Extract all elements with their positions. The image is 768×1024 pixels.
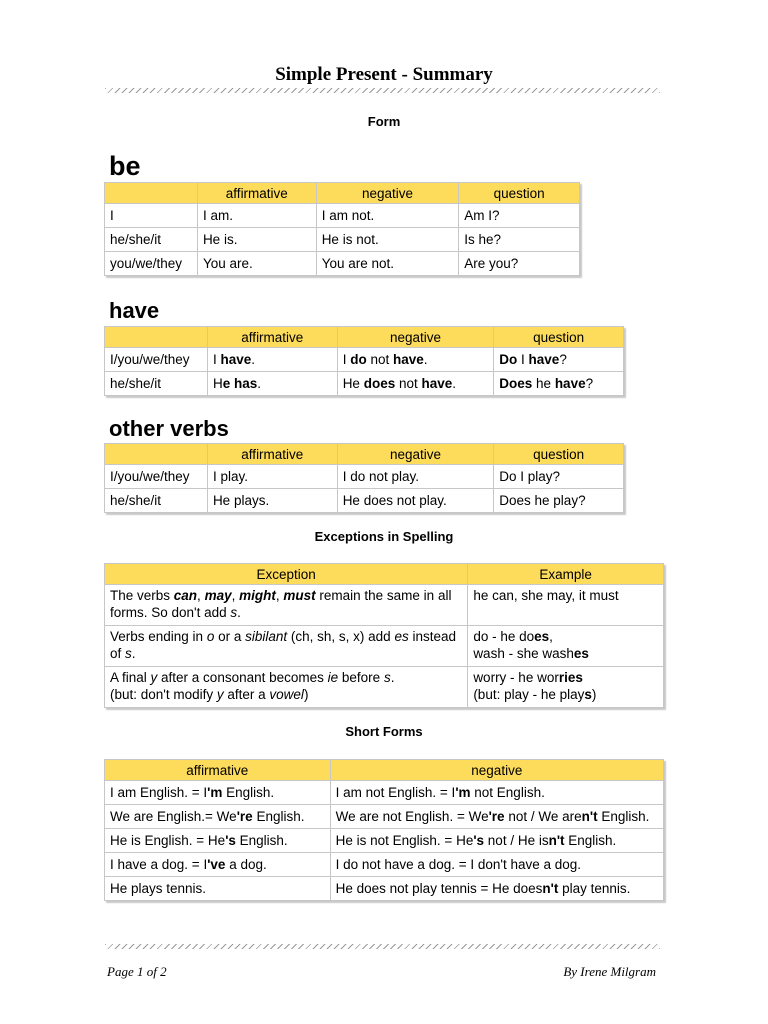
table-cell: Do I have? (494, 348, 624, 372)
table-cell: Do I play? (494, 465, 624, 489)
table-cell: I am. (197, 204, 316, 228)
table-cell: A final y after a consonant becomes ie before s. (but: don't modify y after a vowel) (105, 667, 468, 708)
table-cell: I do not play. (337, 465, 494, 489)
page-title: Simple Present - Summary (275, 64, 493, 85)
table-cell: I do not have a dog. = I don't have a dog. (330, 853, 663, 877)
bottom-divider (105, 944, 660, 949)
table-cell: he can, she may, it must (468, 585, 664, 626)
table-cell: He is not. (316, 228, 459, 252)
other-header-row (105, 444, 624, 465)
table-row (105, 204, 580, 228)
have-column-header: affirmative (207, 327, 337, 348)
have-table (104, 326, 624, 396)
be-header-row (105, 183, 580, 204)
table-cell: I/you/we/they (105, 348, 208, 372)
be-column-header (105, 183, 198, 204)
table-cell: The verbs can, may, might, must remain the same in all forms. So don't add s. (105, 585, 468, 626)
table-row (105, 829, 664, 853)
have-header-row (105, 327, 624, 348)
have-heading: have (109, 298, 160, 323)
short-column-header: negative (330, 760, 663, 781)
table-cell: I have a dog. = I've a dog. (105, 853, 331, 877)
table-row (105, 228, 580, 252)
page-number: Page 1 of 2 (107, 964, 167, 979)
table-row (105, 853, 664, 877)
table-cell: Are you? (459, 252, 580, 276)
table-row (105, 805, 664, 829)
be-column-header: question (459, 183, 580, 204)
have-column-header: question (494, 327, 624, 348)
table-cell: I am not. (316, 204, 459, 228)
table-cell: I do not have. (337, 348, 494, 372)
table-row (105, 781, 664, 805)
spelling-table (104, 563, 664, 708)
table-cell: We are not English. = We're not / We aren't English. (330, 805, 663, 829)
have-column-header (105, 327, 208, 348)
other-column-header: affirmative (207, 444, 337, 465)
table-cell: He plays. (207, 489, 337, 513)
table-cell: worry - he worries (but: play - he plays) (468, 667, 664, 708)
table-cell: I/you/we/they (105, 465, 208, 489)
other-column-header: question (494, 444, 624, 465)
table-row (105, 348, 624, 372)
short-forms-heading: Short Forms (345, 724, 423, 739)
spelling-heading: Exceptions in Spelling (314, 529, 454, 544)
table-cell: He does not have. (337, 372, 494, 396)
table-row (105, 877, 664, 901)
table-cell: he/she/it (105, 372, 208, 396)
table-cell: We are English.= We're English. (105, 805, 331, 829)
top-divider (105, 88, 660, 93)
table-cell: He is. (197, 228, 316, 252)
be-heading: be (109, 151, 141, 181)
table-cell: he/she/it (105, 228, 198, 252)
table-cell: You are. (197, 252, 316, 276)
table-cell: I have. (207, 348, 337, 372)
table-row (105, 489, 624, 513)
be-table (104, 182, 580, 276)
table-cell: He does not play tennis = He doesn't play tennis. (330, 877, 663, 901)
spelling-header-row (105, 564, 664, 585)
spelling-column-header: Example (468, 564, 664, 585)
other-verbs-heading: other verbs (109, 416, 229, 441)
other-column-header: negative (337, 444, 494, 465)
table-cell: He does not play. (337, 489, 494, 513)
table-row (105, 465, 624, 489)
table-cell: Does he play? (494, 489, 624, 513)
form-heading: Form (367, 114, 401, 129)
table-cell: He plays tennis. (105, 877, 331, 901)
table-cell: I play. (207, 465, 337, 489)
table-row (105, 585, 664, 626)
be-column-header: affirmative (197, 183, 316, 204)
table-row (105, 667, 664, 708)
table-row (105, 252, 580, 276)
table-cell: Am I? (459, 204, 580, 228)
table-cell: Verbs ending in o or a sibilant (ch, sh, s, x) add es instead of s. (105, 626, 468, 667)
table-cell: He is not English. = He's not / He isn't English. (330, 829, 663, 853)
table-cell: I am English. = I'm English. (105, 781, 331, 805)
table-cell: you/we/they (105, 252, 198, 276)
other-verbs-table (104, 443, 624, 513)
be-column-header: negative (316, 183, 459, 204)
author: By Irene Milgram (563, 964, 656, 979)
table-cell: do - he does, wash - she washes (468, 626, 664, 667)
table-cell: He is English. = He's English. (105, 829, 331, 853)
table-cell: he/she/it (105, 489, 208, 513)
table-cell: You are not. (316, 252, 459, 276)
table-cell: He has. (207, 372, 337, 396)
short-header-row (105, 760, 664, 781)
table-row (105, 626, 664, 667)
table-cell: Is he? (459, 228, 580, 252)
table-row (105, 372, 624, 396)
short-forms-table (104, 759, 664, 901)
short-column-header: affirmative (105, 760, 331, 781)
spelling-column-header: Exception (105, 564, 468, 585)
table-cell: I (105, 204, 198, 228)
table-cell: Does he have? (494, 372, 624, 396)
other-column-header (105, 444, 208, 465)
table-cell: I am not English. = I'm not English. (330, 781, 663, 805)
have-column-header: negative (337, 327, 494, 348)
